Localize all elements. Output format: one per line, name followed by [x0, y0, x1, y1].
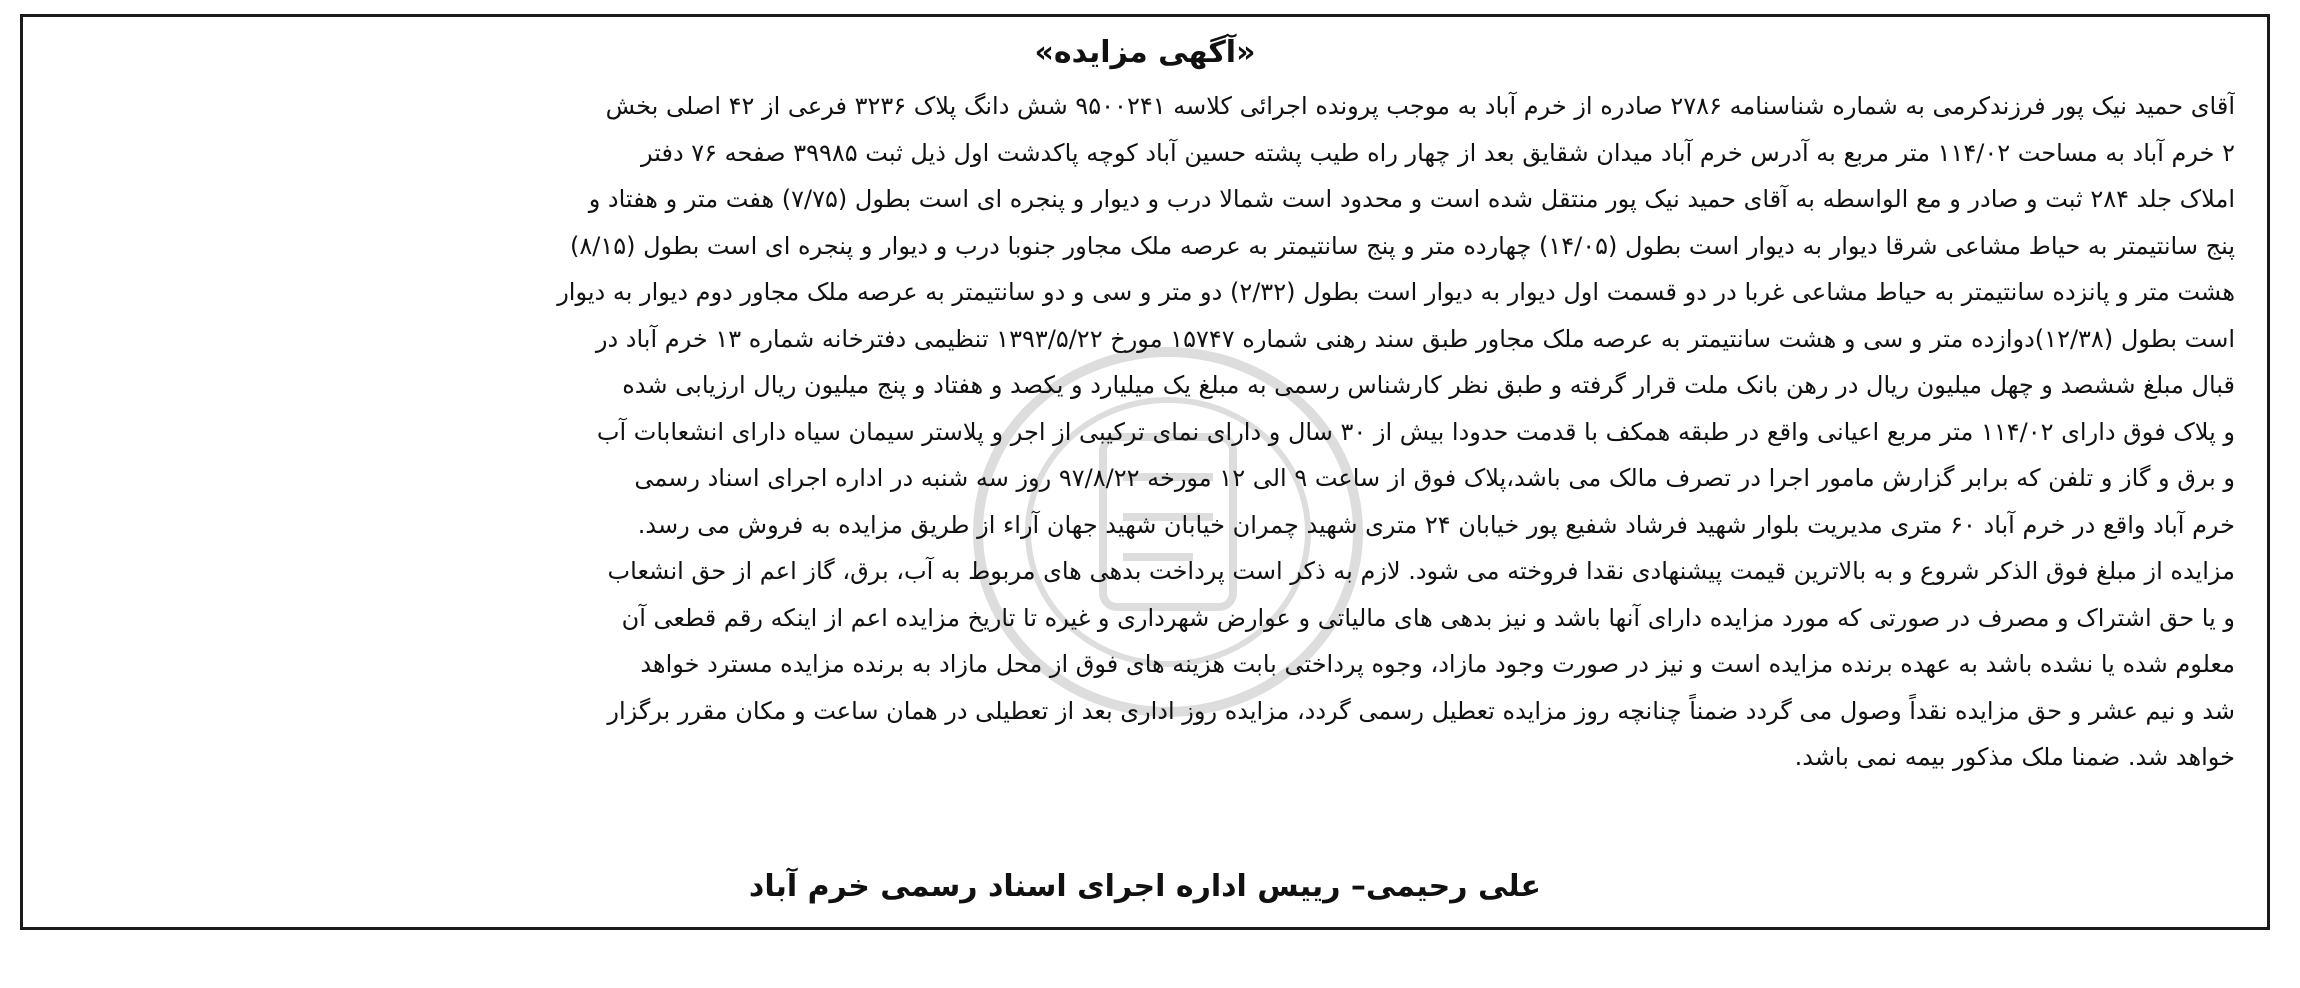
notice-body: [55, 83, 2235, 781]
notice-line: است بطول (۱۲/۳۸)دوازده متر و سی و هشت سانتیمتر به عرصه ملک مجاور طبق سند رهنی شماره ۱۵۷۴۷ مورخ ۱۳۹۳/۵/۲۲ تنظیمی دفترخانه شماره ۱۳ خرم آباد در: [595, 324, 2235, 353]
notice-line: هشت متر و پانزده سانتیمتر به حیاط مشاعی غربا در دو قسمت اول دیوار به دیوار است بطول (۲/۳۲) دو متر و سی و دو سانتیمتر به عرصه ملک مجاور دوم دیوار به دیوار: [557, 278, 2235, 306]
notice-line: و پلاک فوق دارای ۱۱۴/۰۲ متر مربع اعیانی واقع در طبقه همکف با قدمت حدودا بیش از ۳۰ سال و دارای نمای ترکیبی از اجر و پلاستر سیمان سیاه دارای انشعابات آب: [596, 417, 2235, 446]
notice-line: پنج سانتیمتر به حیاط مشاعی شرقا دیوار به دیوار است بطول (۱۴/۰۵) چهارده متر و پنج سانتیمتر به عرصه ملک مجاور جنوبا درب و دیوار و پنجره ای است بطول (۸/۱۵): [569, 231, 2235, 260]
auction-notice: [20, 14, 2270, 930]
notice-line: و برق و گاز و تلفن که برابر گزارش مامور اجرا در تصرف مالک می باشد،پلاک فوق از ساعت ۹ الی ۱۲ مورخه ۹۷/۸/۲۲ روز سه شنبه در اداره اجرای اسناد رسمی: [634, 464, 2235, 492]
notice-title: «آگهی مزایده»: [1034, 35, 1256, 70]
notice-line: قبال مبلغ ششصد و چهل میلیون ریال در رهن بانک ملت قرار گرفته و طبق نظر کارشناس رسمی به مبلغ یک میلیارد و یکصد و هفتاد و پنج میلیون ریال ارزیابی شده: [622, 371, 2235, 399]
notice-line: خرم آباد واقع در خرم آباد ۶۰ متری مدیریت بلوار شهید فرشاد شفیع پور خیابان ۲۴ متری شهید چمران خیابان شهید جهان آراء از طریق مزایده به فروش می رسد.: [637, 510, 2235, 539]
notice-line: معلوم شده یا نشده باشد به عهده برنده مزایده است و نیز در صورت وجود مازاد، وجوه پرداختی بابت هزینه های فوق از محل مازاد به برنده مزایده مسترد خواهد: [640, 650, 2235, 678]
notice-signature: علی رحیمی– رییس اداره اجرای اسناد رسمی خرم آباد: [748, 869, 1542, 904]
notice-line: مزایده از مبلغ فوق الذکر شروع و به بالاترین قیمت پیشنهادی نقدا فروخته می شود. لازم به ذکر است پرداخت بدهی های مربوط به آب، برق، گاز اعم از حق انشعاب: [607, 557, 2235, 585]
notice-line: و یا حق اشتراک و مصرف در صورتی که مورد مزایده دارای آنها باشد و نیز بدهی های مالیاتی و عوارض شهرداری و غیره تا تاریخ مزایده اعم از اینکه رقم قطعی آن: [621, 603, 2235, 632]
notice-line: املاک جلد ۲۸۴ ثبت و صادر و مع الواسطه به آقای حمید نیک پور منتقل شده است و محدود است شمالا درب و دیوار و پنجره ای است بطول (۷/۷۵) هفت متر و هفتاد و: [588, 185, 2235, 213]
notice-line: شد و نیم عشر و حق مزایده نقداً وصول می گردد ضمناً چنانچه روز مزایده تعطیل رسمی گردد، مزایده روز اداری بعد از تعطیلی در همان ساعت و مکان مقرر برگزار: [607, 696, 2235, 725]
notice-line: ۲ خرم آباد به مساحت ۱۱۴/۰۲ متر مربع به آدرس خرم آباد میدان شقایق بعد از چهار راه طیب پشته حسین آباد کوچه پاکدشت اول ذیل ثبت ۳۹۹۸۵ صفحه ۷۶ دفتر: [640, 138, 2235, 167]
notice-line: آقای حمید نیک پور فرزندکرمی به شماره شناسنامه ۲۷۸۶ صادره از خرم آباد به موجب پرونده اجرائی کلاسه ۹۵۰۰۲۴۱ شش دانگ پلاک ۳۲۳۶ فرعی از ۴۲ اصلی بخش: [605, 92, 2235, 120]
notice-line: خواهد شد. ضمنا ملک مذکور بیمه نمی باشد.: [1794, 743, 2235, 771]
